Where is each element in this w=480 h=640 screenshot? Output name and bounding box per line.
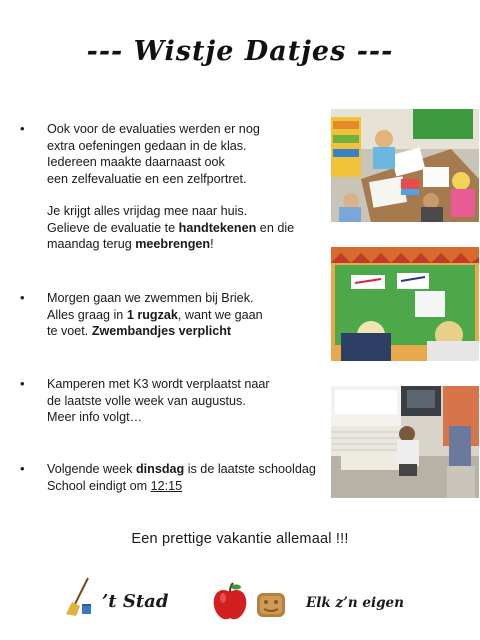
text-line <box>47 236 337 253</box>
text-run: Kamperen met K3 wordt verplaatst naar <box>47 377 270 391</box>
photo-classroom-corner <box>331 386 479 498</box>
bullet-dot: • <box>20 461 25 476</box>
paragraph-gap <box>47 187 337 203</box>
bullet-dot: • <box>20 290 25 305</box>
text-run: is de laatste schooldag <box>184 462 316 476</box>
text-line <box>47 307 337 324</box>
bullet-text <box>47 376 337 426</box>
bold-text: handtekenen <box>178 220 257 235</box>
text-run: te voet. <box>47 324 92 338</box>
text-run: School eindigt om <box>47 478 151 493</box>
text-run: Gelieve de evaluatie te <box>47 220 179 235</box>
text-line <box>47 393 337 410</box>
bullet-text <box>47 290 337 340</box>
text-run: Alles graag in <box>47 307 127 322</box>
text-run: de laatste volle week van augustus. <box>47 393 246 408</box>
photo-children-green-table <box>331 247 479 361</box>
bold-text: Zwembandjes verplicht <box>91 324 232 338</box>
text-line <box>47 203 337 220</box>
text-line <box>47 138 337 155</box>
bullet-camping <box>20 376 320 436</box>
text-run: Ook voor de evaluaties werden er nog <box>47 122 260 136</box>
footer-school-name: ’t Stad <box>102 591 169 612</box>
text-line <box>47 220 337 237</box>
text-line <box>47 461 337 478</box>
page-title: --- Wistje Datjes --- <box>86 36 394 67</box>
bullet-dot: • <box>20 121 25 136</box>
bullet-evaluations <box>20 121 320 261</box>
text-line <box>47 290 337 307</box>
bullet-text <box>47 461 337 494</box>
text-line <box>47 376 337 393</box>
bread-logo-icon <box>256 591 286 619</box>
bold-text: 1 rugzak <box>126 307 178 322</box>
text-line <box>47 121 337 138</box>
text-line <box>47 323 337 340</box>
underlined-text: 12:15 <box>150 478 183 493</box>
text-run: een zelfevaluatie en een zelfportret. <box>47 171 247 186</box>
bold-text: dinsdag <box>135 462 185 476</box>
text-run: Volgende week <box>47 462 136 476</box>
text-run: Je krijgt alles vrijdag mee naar huis. <box>47 204 248 218</box>
text-line <box>47 154 337 171</box>
bold-text: meebrengen <box>135 237 211 251</box>
text-line <box>47 409 337 426</box>
apple-icon <box>212 582 248 622</box>
text-run: Morgen gaan we zwemmen bij Briek. <box>47 291 254 305</box>
footer-motto: Elk z’n eigen <box>306 595 404 611</box>
text-run: en die <box>256 220 295 235</box>
bullet-dot: • <box>20 376 25 391</box>
text-run: Meer info volgt… <box>47 410 143 424</box>
photo-children-drawing <box>331 109 479 222</box>
text-run: , want we gaan <box>177 307 263 322</box>
text-line <box>47 171 337 188</box>
text-line <box>47 478 337 495</box>
text-run: extra oefeningen gedaan in de klas. <box>47 138 247 153</box>
bullet-text <box>47 121 337 253</box>
text-run: Iedereen maakte daarnaast ook <box>47 155 225 169</box>
text-run: maandag terug <box>47 237 136 251</box>
text-run: ! <box>210 237 214 251</box>
broom-icon <box>64 576 94 616</box>
closing-message: Een prettige vakantie allemaal !!! <box>131 531 349 547</box>
bullet-last-schoolday <box>20 461 320 501</box>
bullet-swimming <box>20 290 320 350</box>
